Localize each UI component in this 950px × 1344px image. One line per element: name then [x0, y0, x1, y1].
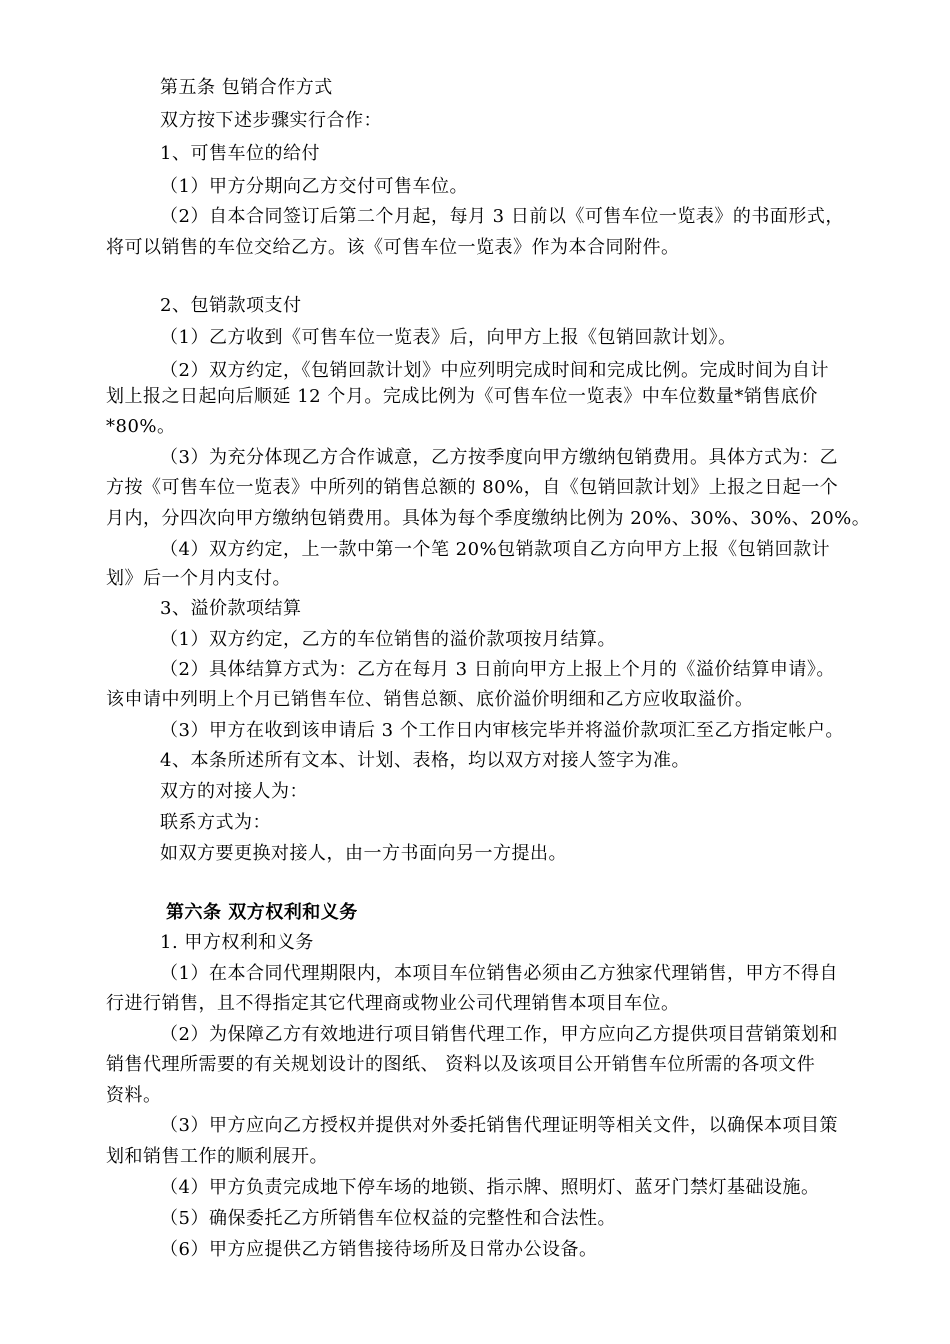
- section2-paragraph4-line1: （4）双方约定，上一款中第一个笔 20%包销款项自乙方向甲方上报《包销回款计: [160, 539, 831, 560]
- section2-paragraph3-line2: 方按《可售车位一览表》中所列的销售总额的 80%，自《包销回款计划》上报之日起一个: [106, 477, 839, 498]
- article6-section1-title: 1. 甲方权利和义务: [160, 932, 314, 953]
- article6-paragraph5: （5）确保委托乙方所销售车位权益的完整性和合法性。: [160, 1208, 616, 1229]
- article6-paragraph2-line3: 资料。: [106, 1085, 162, 1106]
- section4-clause: 4、本条所述所有文本、计划、表格，均以双方对接人签字为准。: [160, 750, 690, 771]
- contact-method-label: 联系方式为：: [160, 812, 271, 833]
- article5-title: 第五条 包销合作方式: [160, 77, 333, 98]
- section1-paragraph2-line1: （2）自本合同签订后第二个月起，每月 3 日前以《可售车位一览表》的书面形式，: [160, 206, 844, 227]
- article5-intro: 双方按下述步骤实行合作：: [160, 110, 382, 131]
- section3-paragraph3: （3）甲方在收到该申请后 3 个工作日内审核完毕并将溢价款项汇至乙方指定帐户。: [160, 720, 844, 741]
- change-contact-clause: 如双方要更换对接人，由一方书面向另一方提出。: [160, 843, 567, 864]
- article6-paragraph4: （4）甲方负责完成地下停车场的地锁、指示牌、照明灯、蓝牙门禁灯基础设施。: [160, 1177, 820, 1198]
- section1-title: 1、可售车位的给付: [160, 143, 320, 164]
- article6-paragraph3-line1: （3）甲方应向乙方授权并提供对外委托销售代理证明等相关文件，以确保本项目策: [160, 1115, 838, 1136]
- section3-title: 3、溢价款项结算: [160, 598, 302, 619]
- article6-title: 第六条 双方权利和义务: [166, 902, 358, 923]
- section2-paragraph2-line3: *80%。: [106, 416, 176, 437]
- section2-paragraph2-line1: （2）双方约定，《包销回款计划》中应列明完成时间和完成比例。完成时间为自计: [160, 360, 829, 381]
- article6-paragraph2-line1: （2）为保障乙方有效地进行项目销售代理工作，甲方应向乙方提供项目营销策划和: [160, 1024, 838, 1045]
- section3-paragraph2-line1: （2）具体结算方式为：乙方在每月 3 日前向甲方上报上个月的《溢价结算申请》。: [160, 659, 835, 680]
- section2-paragraph2-line2: 划上报之日起向后顺延 12 个月。完成比例为《可售车位一览表》中车位数量*销售底价: [106, 386, 818, 407]
- article6-paragraph1-line2: 行进行销售，且不得指定其它代理商或物业公司代理销售本项目车位。: [106, 993, 680, 1014]
- contact-person-label: 双方的对接人为：: [160, 781, 308, 802]
- section3-paragraph1: （1）双方约定，乙方的车位销售的溢价款项按月结算。: [160, 629, 616, 650]
- section2-paragraph1: （1）乙方收到《可售车位一览表》后，向甲方上报《包销回款计划》。: [160, 327, 737, 348]
- section2-title: 2、包销款项支付: [160, 295, 302, 316]
- section1-paragraph2-line2: 将可以销售的车位交给乙方。该《可售车位一览表》作为本合同附件。: [106, 237, 680, 258]
- section2-paragraph3-line1: （3）为充分体现乙方合作诚意，乙方按季度向甲方缴纳包销费用。具体方式为：乙: [160, 447, 838, 468]
- section1-paragraph1: （1）甲方分期向乙方交付可售车位。: [160, 176, 468, 197]
- section2-paragraph4-line2: 划》后一个月内支付。: [106, 568, 291, 589]
- section3-paragraph2-line2: 该申请中列明上个月已销售车位、销售总额、底价溢价明细和乙方应收取溢价。: [106, 689, 754, 710]
- section2-paragraph3-line3: 月内，分四次向甲方缴纳包销费用。具体为每个季度缴纳比例为 20%、30%、30%、20%。: [106, 508, 871, 529]
- article6-paragraph3-line2: 划和销售工作的顺利展开。: [106, 1146, 328, 1167]
- article6-paragraph6: （6）甲方应提供乙方销售接待场所及日常办公设备。: [160, 1239, 598, 1260]
- article6-paragraph2-line2: 销售代理所需要的有关规划设计的图纸、 资料以及该项目公开销售车位所需的各项文件: [106, 1054, 816, 1075]
- article6-paragraph1-line1: （1）在本合同代理期限内，本项目车位销售必须由乙方独家代理销售，甲方不得自: [160, 963, 838, 984]
